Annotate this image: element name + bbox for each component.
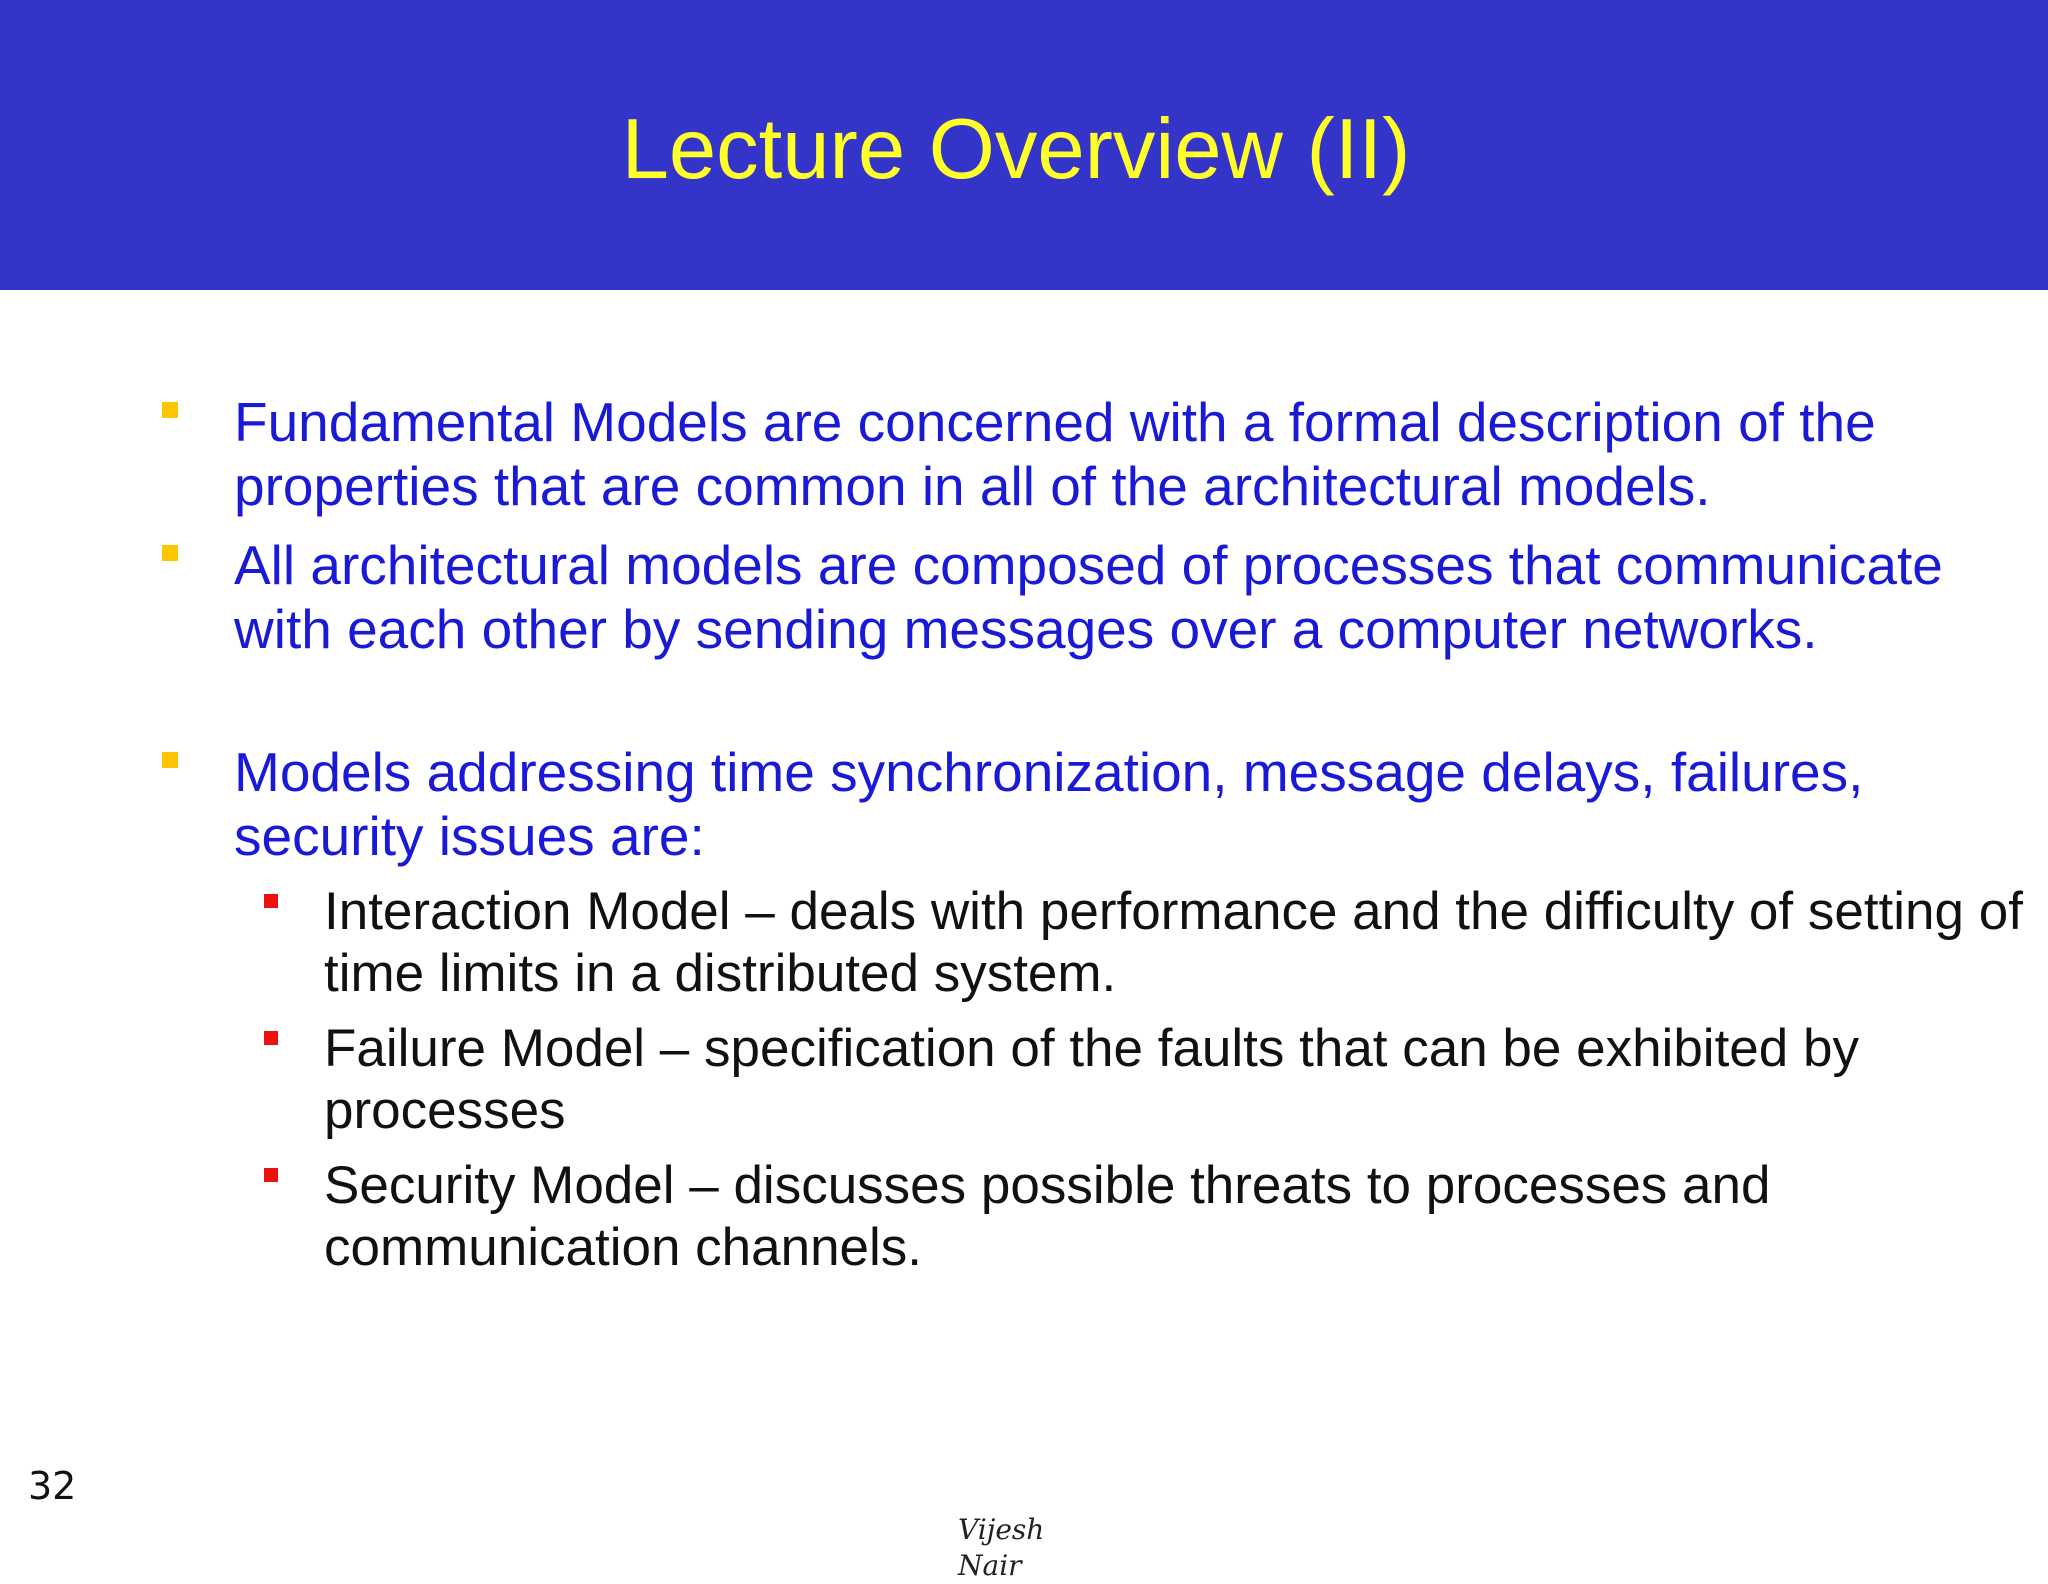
bullet-text: Fundamental Models are concerned with a formal description of the properties that are common in all of the architectural models. — [234, 391, 1876, 517]
yellow-square-bullet-icon — [162, 402, 178, 418]
sub-bullet-text: Security Model – discusses possible threats to processes and communication channels. — [324, 1156, 1771, 1277]
red-square-bullet-icon — [264, 1168, 278, 1182]
sub-bullet-text: Interaction Model – deals with performance and the difficulty of setting of time limits in a distributed system. — [324, 882, 2023, 1003]
yellow-square-bullet-icon — [162, 752, 178, 768]
title-bar — [0, 0, 2048, 290]
slide-title: Lecture Overview (II) — [621, 102, 1411, 197]
yellow-square-bullet-icon — [162, 545, 178, 561]
author-name: Vijesh Nair — [958, 1513, 1045, 1582]
bullet-text: All architectural models are composed of processes that communicate with each other by sending messages over a computer networks. — [234, 534, 1943, 660]
red-square-bullet-icon — [264, 894, 278, 908]
sub-bullet-text: Failure Model – specification of the faults that can be exhibited by processes — [324, 1019, 1859, 1140]
bullet-text: Models addressing time synchronization, message delays, failures, security issues are: — [234, 741, 1864, 867]
red-square-bullet-icon — [264, 1031, 278, 1045]
page-number: 32 — [28, 1464, 77, 1508]
